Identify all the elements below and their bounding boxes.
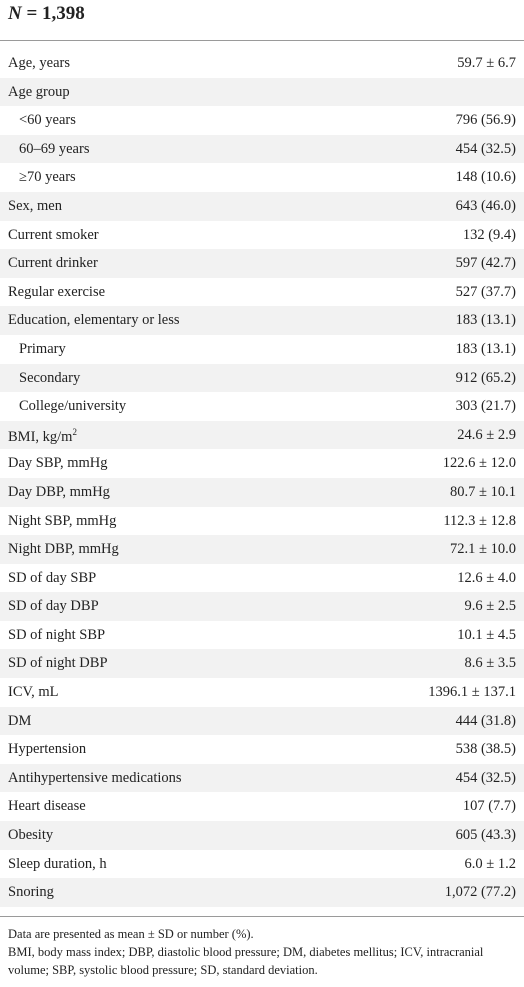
table-row (0, 792, 524, 821)
footnote-abbreviations: BMI, body mass index; DBP, diastolic blood pressure; DM, diabetes mellitus; ICV, intracranial volume; SBP, systolic blood pressure; SD, standard deviation. (8, 945, 484, 977)
row-label: Sex, men (8, 197, 62, 214)
row-value: 72.1 ± 10.0 (450, 541, 516, 558)
row-label: BMI, kg/m (8, 428, 73, 445)
table-row (0, 592, 524, 621)
row-value: 80.7 ± 10.1 (450, 483, 516, 500)
table-body (0, 49, 524, 907)
table-row (0, 621, 524, 650)
row-value: 1396.1 ± 137.1 (428, 684, 516, 701)
row-label: Regular exercise (8, 283, 106, 300)
table-row (0, 764, 524, 793)
row-label: Secondary (19, 369, 81, 386)
sample-size-heading (8, 3, 85, 25)
table-row (0, 49, 524, 78)
row-label: Hypertension (8, 741, 87, 758)
row-value: 444 (31.8) (455, 712, 516, 729)
row-value: 183 (13.1) (455, 312, 516, 329)
row-label: Heart disease (8, 798, 86, 815)
row-label: ≥70 years (19, 169, 76, 186)
row-value: 6.0 ± 1.2 (464, 855, 516, 872)
row-value: 605 (43.3) (455, 827, 516, 844)
row-label: 60–69 years (19, 140, 90, 157)
row-value: 10.1 ± 4.5 (457, 626, 516, 643)
row-label: Age, years (8, 55, 71, 71)
n-symbol: N (8, 3, 22, 24)
row-label: ICV, mL (8, 684, 59, 701)
table-row (0, 249, 524, 278)
table-row (0, 421, 524, 450)
table-row (0, 850, 524, 879)
table-row (0, 678, 524, 707)
table-row (0, 392, 524, 421)
row-label: Age group (8, 83, 70, 100)
row-value: 796 (56.9) (455, 112, 516, 129)
table-row (0, 564, 524, 593)
row-label-wrap (8, 427, 77, 446)
row-value: 59.7 ± 6.7 (457, 55, 516, 71)
table-row (0, 335, 524, 364)
row-label: Obesity (8, 827, 54, 844)
table-row (0, 135, 524, 164)
table-row (0, 163, 524, 192)
row-label: <60 years (19, 112, 76, 129)
footnote-data-format: Data are presented as mean ± SD or number (%). (8, 927, 254, 941)
row-label: Night DBP, mmHg (8, 541, 119, 558)
table-row (0, 221, 524, 250)
row-label: Night SBP, mmHg (8, 512, 117, 529)
row-value: 183 (13.1) (455, 340, 516, 357)
table-footnote (8, 925, 520, 979)
table-header (0, 0, 524, 40)
table-row (0, 306, 524, 335)
table-row (0, 278, 524, 307)
row-value: 112.3 ± 12.8 (443, 512, 516, 529)
table-row (0, 192, 524, 221)
row-label: Snoring (8, 884, 54, 901)
row-value: 1,072 (77.2) (444, 884, 516, 901)
row-value: 643 (46.0) (455, 197, 516, 214)
row-value: 303 (21.7) (455, 398, 516, 415)
row-label: Education, elementary or less (8, 312, 180, 329)
row-value: 122.6 ± 12.0 (442, 455, 516, 472)
row-label: SD of day SBP (8, 569, 97, 586)
row-value: 527 (37.7) (455, 283, 516, 300)
row-label-superscript: 2 (72, 426, 77, 437)
row-value: 12.6 ± 4.0 (457, 569, 516, 586)
row-label: Current drinker (8, 255, 98, 272)
table-row (0, 707, 524, 736)
table-row (0, 364, 524, 393)
n-value: = 1,398 (21, 3, 85, 24)
table-row (0, 878, 524, 907)
row-label: Sleep duration, h (8, 855, 107, 872)
row-value: 454 (32.5) (455, 140, 516, 157)
row-label: DM (8, 712, 32, 729)
row-value: 538 (38.5) (455, 741, 516, 758)
row-label: Day SBP, mmHg (8, 455, 108, 472)
table-row (0, 507, 524, 536)
footer-divider (0, 916, 524, 917)
row-label: College/university (19, 398, 127, 415)
table-row (0, 649, 524, 678)
row-label: Current smoker (8, 226, 99, 243)
header-divider (0, 40, 524, 41)
table-row (0, 821, 524, 850)
row-label: Day DBP, mmHg (8, 483, 110, 500)
row-value: 24.6 ± 2.9 (457, 426, 516, 443)
row-value: 597 (42.7) (455, 255, 516, 272)
table-row (0, 478, 524, 507)
table-row (0, 535, 524, 564)
row-value: 8.6 ± 3.5 (464, 655, 516, 672)
table-row (0, 106, 524, 135)
row-label: SD of night DBP (8, 655, 108, 672)
table-row (0, 735, 524, 764)
table-row (0, 449, 524, 478)
row-label: SD of day DBP (8, 598, 99, 615)
row-value: 454 (32.5) (455, 769, 516, 786)
row-label: Antihypertensive medications (8, 769, 182, 786)
row-value: 9.6 ± 2.5 (464, 598, 516, 615)
row-value: 148 (10.6) (455, 169, 516, 186)
row-label: Primary (19, 340, 66, 357)
row-value: 107 (7.7) (462, 798, 516, 815)
table-row (0, 78, 524, 107)
row-value: 132 (9.4) (462, 226, 516, 243)
row-value: 912 (65.2) (455, 369, 516, 386)
row-label: SD of night SBP (8, 626, 106, 643)
